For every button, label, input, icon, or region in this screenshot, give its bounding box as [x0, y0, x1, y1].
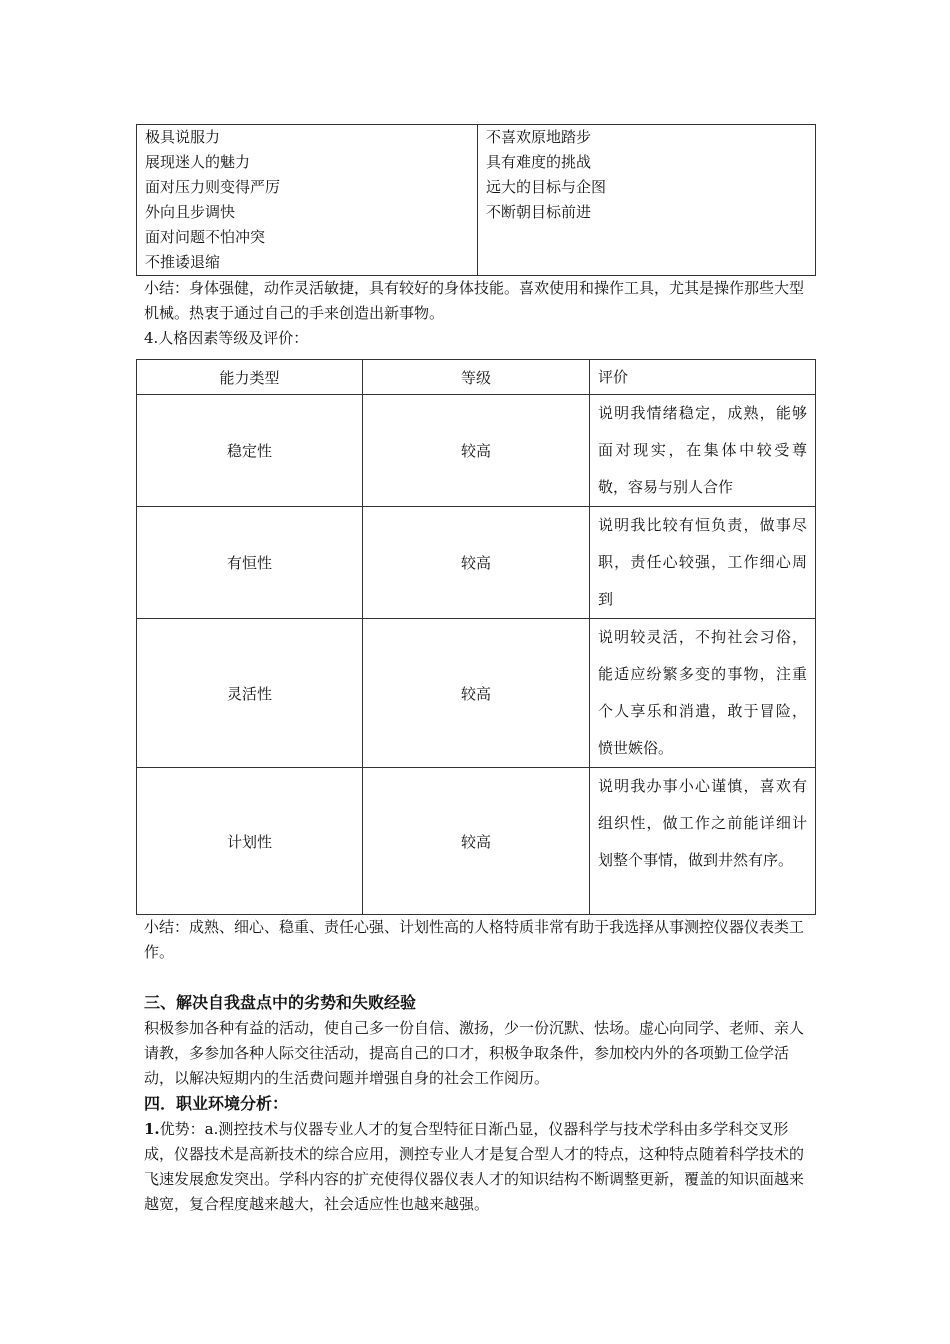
trait-item: 外向且步调快 — [145, 203, 236, 221]
trait-item: 具有难度的挑战 — [486, 153, 592, 171]
trait-item: 面对压力则变得严厉 — [145, 178, 281, 196]
document-page — [136, 124, 816, 1217]
header-eval: 评价 — [590, 360, 816, 395]
cell-eval: 说明我办事小心谨慎，喜欢有组织性，做工作之前能详细计划整个事情，做到井然有序。 — [590, 768, 816, 915]
table-row — [137, 507, 816, 619]
section-4-heading: 4.人格因素等级及评价： — [144, 329, 309, 347]
cell-type: 灵活性 — [137, 619, 363, 768]
cell-type: 稳定性 — [137, 395, 363, 507]
cell-type: 计划性 — [137, 768, 363, 915]
blank-line — [136, 965, 816, 990]
cell-level: 较高 — [363, 395, 590, 507]
section-4-env-body — [136, 1117, 816, 1217]
cell-eval: 说明较灵活，不拘社会习俗，能适应纷繁多变的事物，注重个人享乐和消遣，敢于冒险，愤世嫉俗。 — [590, 619, 816, 768]
traits-right-column — [478, 125, 816, 276]
cell-level: 较高 — [363, 768, 590, 915]
header-type: 能力类型 — [137, 360, 363, 395]
summary-paragraph-2: 小结：成熟、细心、稳重、责任心强、计划性高的人格特质非常有助于我选择从事测控仪器仪表类工作。 — [144, 918, 805, 961]
trait-item: 不推诿退缩 — [145, 253, 221, 271]
cell-level: 较高 — [363, 507, 590, 619]
item-text: 优势：a.测控技术与仪器专业人才的复合型特征日渐凸显，仪器科学与技术学科由多学科交叉形成，仪器技术是高新技术的综合应用，测控专业人才是复合型人才的特点，这种特点随着科学技术的飞速发展愈发突出。学科内容的扩充使得仪器仪表人才的知识结构不断调整更新，覆盖的知识面越来越宽，复合程度越来越大，社会适应性也越来越强。 — [144, 1120, 805, 1213]
header-level: 等级 — [363, 360, 590, 395]
trait-item: 面对问题不怕冲突 — [145, 228, 266, 246]
table-row — [137, 395, 816, 507]
cell-type: 有恒性 — [137, 507, 363, 619]
section-3-body: 积极参加各种有益的活动，使自己多一份自信、激扬，少一份沉默、怯场。虚心向同学、老师、亲人请教，多参加各种人际交往活动，提高自己的口才，积极争取条件，参加校内外的各项勤工俭学活动，以解决短期内的生活费问题并增强自身的社会工作阅历。 — [144, 1019, 805, 1087]
item-number: 1. — [144, 1120, 160, 1138]
table-row — [137, 619, 816, 768]
personality-table — [136, 359, 816, 915]
cell-eval: 说明我比较有恒负责，做事尽职，责任心较强，工作细心周到 — [590, 507, 816, 619]
traits-left-column — [137, 125, 478, 276]
trait-item: 远大的目标与企图 — [486, 178, 607, 196]
trait-item: 不断朝目标前进 — [486, 203, 592, 221]
traits-table — [136, 124, 816, 276]
summary-paragraph-1: 小结：身体强健，动作灵活敏捷，具有较好的身体技能。喜欢使用和操作工具，尤其是操作那些大型机械。热衷于通过自己的手来创造出新事物。 — [144, 279, 805, 322]
cell-level: 较高 — [363, 619, 590, 768]
table-header-row — [137, 360, 816, 395]
trait-item: 不喜欢原地踏步 — [486, 128, 592, 146]
trait-item: 展现迷人的魅力 — [145, 153, 251, 171]
section-3-heading: 三、解决自我盘点中的劣势和失败经验 — [144, 993, 417, 1012]
trait-item: 极具说服力 — [145, 128, 221, 146]
section-4-env-heading: 四．职业环境分析： — [144, 1094, 289, 1113]
cell-eval: 说明我情绪稳定，成熟，能够面对现实，在集体中较受尊敬，容易与别人合作 — [590, 395, 816, 507]
table-row — [137, 768, 816, 915]
